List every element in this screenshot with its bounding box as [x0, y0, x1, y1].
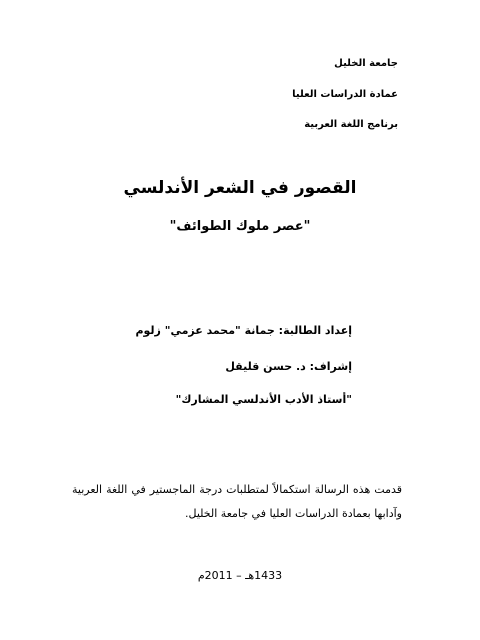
thesis-title: القصور في الشعر الأندلسي	[123, 178, 357, 198]
supervisor-title: "أستاذ الأدب الأندلسي المشارك"	[175, 393, 352, 406]
submission-statement: قدمت هذه الرسالة استكمالاً لمتطلبات درجة الماجستير في اللغة العربية وآدابها بعمادة الدراسات العليا في جامعة الخليل.	[72, 483, 402, 520]
submission-date: 1433هـ – 2011م	[197, 569, 283, 582]
program-name: برنامج اللغة العربية	[304, 119, 398, 130]
university-name: جامعة الخليل	[334, 58, 398, 69]
thesis-subtitle: "عصر ملوك الطوائف"	[169, 219, 311, 234]
supervisor-credit: إشراف: د. حسن قليقل	[225, 360, 352, 373]
student-credit: إعداد الطالبة: جمانة "محمد عزمي" زلوم	[135, 324, 352, 337]
deanship-name: عمادة الدراسات العليا	[292, 89, 398, 100]
